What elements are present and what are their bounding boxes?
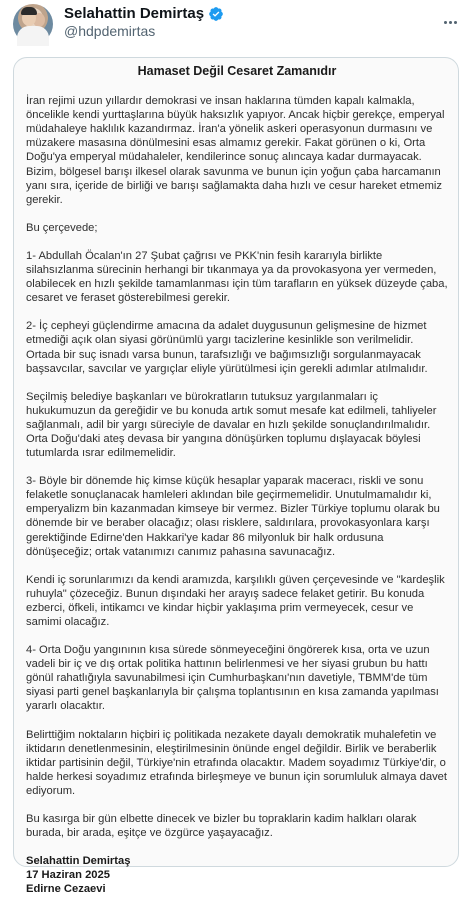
author-name-row: [64, 5, 224, 22]
paragraph: 2- İç cepheyi güçlendirme amacına da adalet duygusunun gelişmesine de hizmet etmediği açık olan siyasi görünümlü yargı tacizlerine kesinlikle son verilmelidir. Ortada bir suç isnadı varsa bunun, tarafsızlığı ve bağımsızlığı sorgulanmayacak başsavcılar, savcılar ve yargıçlar eliyle yürütülmesi için gerekli adımlar atılmalıdır.: [26, 320, 428, 375]
signature-date: 17 Haziran 2025: [26, 869, 110, 882]
more-dot: [444, 21, 447, 24]
more-dot: [454, 21, 457, 24]
more-icon[interactable]: [440, 12, 460, 32]
letter-document: [26, 64, 448, 897]
paragraph: Seçilmiş belediye başkanları ve bürokratların tutuksuz yargılanmaları iç hukukumuzun da gereğidir ve bu konuda artık somut mesafe kat edilmeli, tahliyeler sağlanmalı, adil bir yargı süreciyle de davalar en hızlı şekilde sonuçlandırılmalıdır. Orta Doğu'daki ateş devasa bir yangına dönüşürken toplumu dışlayacak böylesi tutumlarda ısrar edilmemelidir.: [26, 390, 437, 460]
paragraph: Bu kasırga bir gün elbette dinecek ve bizler bu topraklarin kadim halkları olarak burada, bir arada, eşitçe ve özgürce yaşayacağız.: [26, 813, 417, 840]
signature-place: Edirne Cezaevi: [26, 883, 106, 896]
avatar[interactable]: [13, 4, 53, 44]
verified-badge-icon: [208, 6, 224, 22]
paragraph: Bu çerçevede;: [26, 221, 98, 234]
author-name[interactable]: Selahattin Demirtaş: [64, 5, 205, 22]
paragraph: İran rejimi uzun yıllardır demokrasi ve insan haklarına tümden kapalı kalmakla, öncelikle kendi yurttaşlarına büyük haksızlık yapıyor. Ancak hiçbir gerekçe, emperyal müdahaleye haklılık kazandırmaz. İran'a yönelik askeri operasyonun durmasını ve müzakere masasına dönülmesini esas almamız gerekir. Fakat görünen o ki, Orta Doğu'ya emperyal müdahaleler, kendilerince sonuç alıncaya kadar durmayacak. Bizim, bölgesel barışı ilkesel olarak savunma ve bunun için yoğun çaba harcamanın yanı sıra, içeride de birliği ve barışı sağlamakta daha hızlı ve cesur hareket etmemiz gerekir.: [26, 95, 445, 206]
paragraph: Kendi iç sorunlarımızı da kendi aramızda, karşılıklı güven çerçevesinde ve "kardeşlik ruhuyla" çözeceğiz. Bunun dışındaki her arayış sadece felaket getirir. Bu konuda ezberci, öfkeli, intikamcı ve kindar hiçbir yaklaşıma prim vermeyecek, cesur ve samimi olacağız.: [26, 573, 445, 628]
tweet-header: [0, 0, 474, 50]
attached-image[interactable]: [13, 57, 459, 896]
avatar-body: [17, 26, 49, 46]
letter-title: Hamaset Değil Cesaret Zamanıdır: [137, 64, 337, 78]
paragraph: 1- Abdullah Öcalan'ın 27 Şubat çağrısı ve PKK'nin fesih kararıyla birlikte silahsızlanma sürecinin herhangi bir tıkanmaya ya da provokasyona yer vermeden, olabilecek en hızlı şekilde tamamlanması için tüm tarafların en yüksek düzeyde çaba, cesaret ve feraset gösterebilmesi gerekir.: [26, 249, 448, 305]
more-dot: [449, 21, 452, 24]
paragraph: Belirttiğim noktaların hiçbiri iç politikada nezakete dayalı demokratik muhalefetin ve iktidarın denetlenmesinin, eleştirilmesinin önünde engel değildir. Birlik ve beraberlik iktidar partisinin değil, Türkiye'nin etrafında olacaktır. Madem soyadımız Türkiye'dir, o halde herkesi soyadımız etrafında birleşmeye ve bunun için sorumluluk almaya davet ediyorum.: [26, 728, 447, 797]
author-handle[interactable]: @hdpdemirtas: [64, 23, 156, 39]
avatar-hair: [21, 7, 37, 15]
signature-name: Selahattin Demirtaş: [26, 855, 131, 868]
paragraph: 3- Böyle bir dönemde hiç kimse küçük hesaplar yaparak maceracı, riskli ve sonu felaketle sonuçlanacak hamleleri aklından bile geçirmemelidir. Unutulmamalıdır ki, emperyalizm bin kazanmadan kimseye bir vermez. Bizler Türkiye toplumu olarak bu dönemde bir ve beraber olacağız; olası risklere, saldırılara, provokasyonlara karşı gerektiğinde Edirne'den Hakkari'ye kadar 86 milyonluk bir halk ordusuna dönüşeceğiz; ortak vatanımızı canımız pahasına savunacağız.: [26, 475, 440, 558]
paragraph: 4- Orta Doğu yangınının kısa sürede sönmeyeceğini öngörerek kısa, orta ve uzun vadeli bir iç ve dış ortak politika hattının belirlenmesi ve her siyasi grubun bu hattı gönül rahatlığıyla savunabilmesi için Cumhurbaşkanı'nın davetiyle, TBMM'de tüm siyasi parti genel başkanlarıyla bir çalışma toplantısının en kısa zamanda yapılması yararlı olacaktır.: [26, 644, 439, 713]
